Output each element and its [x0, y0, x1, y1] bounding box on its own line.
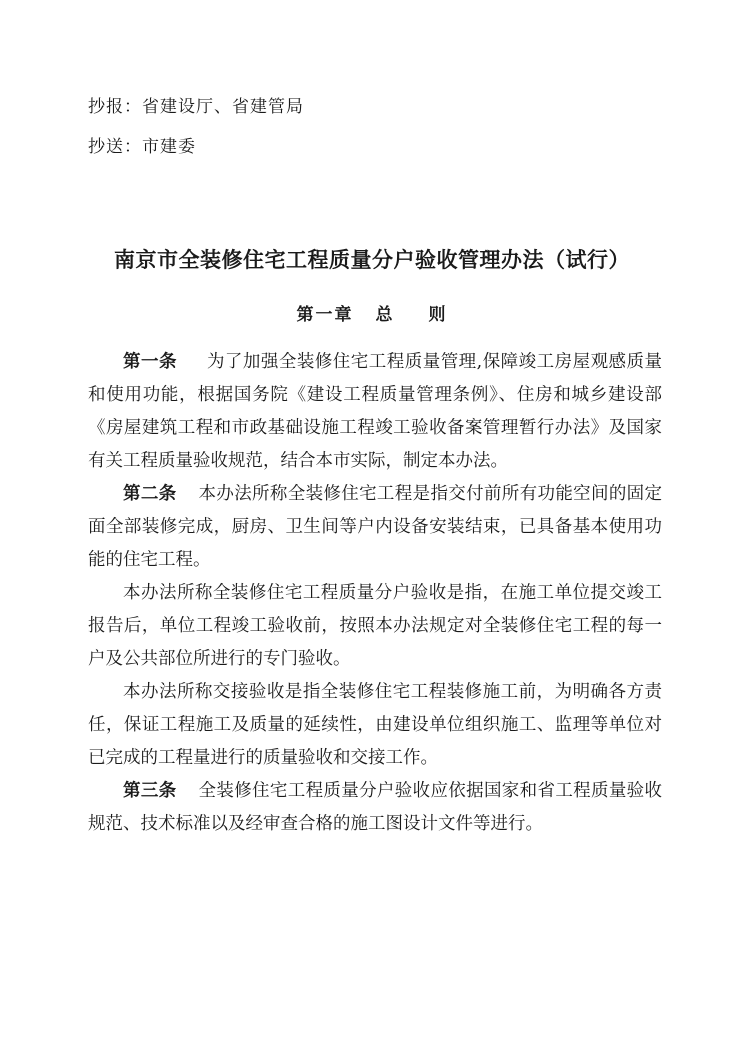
article-label: 第一条 — [123, 352, 177, 372]
article-label: 第三条 — [123, 781, 177, 801]
article-text: 本办法所称交接验收是指全装修住宅工程装修施工前，为明确各方责任，保证工程施工及质量的延续性，由建设单位组织施工、监理等单位对已完成的工程量进行的质量验收和交接工作。 — [88, 682, 662, 768]
chapter-title-char-2: 则 — [428, 305, 448, 325]
article-paragraph — [88, 775, 662, 841]
document-title: 南京市全装修住宅工程质量分户验收管理办法（试行） — [114, 248, 630, 272]
article-paragraph — [88, 346, 662, 478]
article-text: 本办法所称全装修住宅工程是指交付前所有功能空间的固定面全部装修完成，厨房、卫生间等户内设备安装结束，已具备基本使用功能的住宅工程。 — [88, 484, 663, 570]
article-text: 全装修住宅工程质量分户验收应依据国家和省工程质量验收规范、技术标准以及经审查合格的施工图设计文件等进行。 — [88, 781, 663, 834]
article-text: 本办法所称全装修住宅工程质量分户验收是指，在施工单位提交竣工报告后，单位工程竣工验收前，按照本办法规定对全装修住宅工程的每一户及公共部位所进行的专门验收。 — [88, 583, 662, 669]
article-text: 为了加强全装修住宅工程质量管理,保障竣工房屋观感质量和使用功能，根据国务院《建设工程质量管理条例》、住房和城乡建设部《房屋建筑工程和市政基础设施工程竣工验收备案管理暂行办法》及国家有关工程质量验收规范，结合本市实际，制定本办法。 — [88, 352, 663, 471]
article-paragraph — [88, 676, 662, 775]
article-label: 第二条 — [123, 484, 177, 504]
chapter-number: 第一章 — [296, 305, 354, 325]
article-paragraph — [88, 577, 662, 676]
chapter-title-char-1: 总 — [375, 305, 395, 325]
document-body — [88, 346, 662, 841]
article-paragraph — [88, 478, 662, 577]
cc-report-line: 抄报：省建设厅、省建管局 — [88, 97, 304, 117]
cc-send-line: 抄送：市建委 — [88, 137, 196, 157]
chapter-heading — [0, 300, 744, 325]
